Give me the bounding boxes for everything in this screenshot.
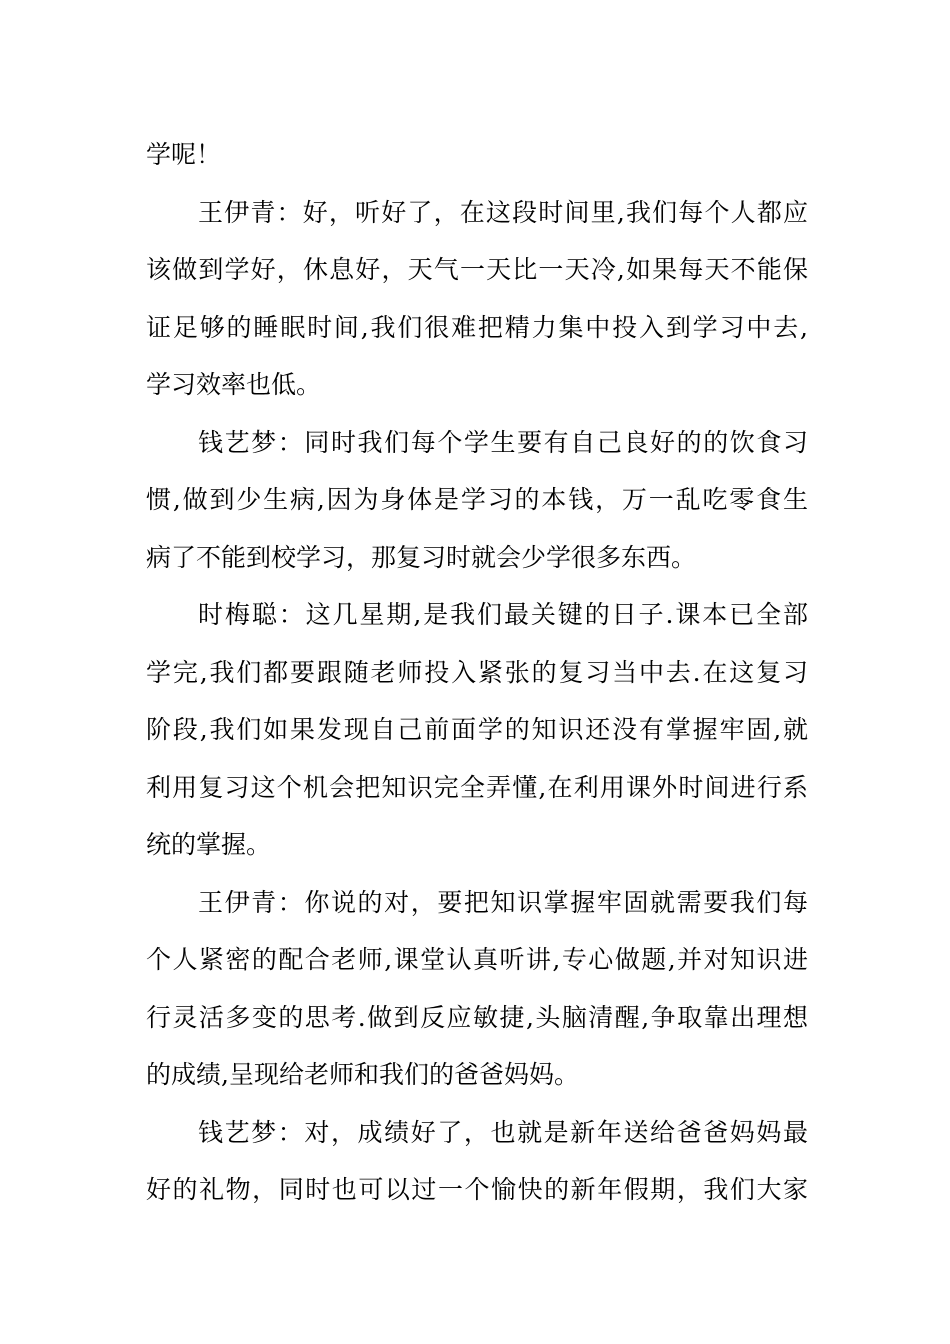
- text-line: 钱艺梦：对，成绩好了，也就是新年送给爸爸妈妈最: [198, 1117, 808, 1147]
- text-line: 该做到学好，休息好，天气一天比一天冷,如果每天不能保: [146, 255, 808, 284]
- text-line: 王伊青：你说的对，要把知识掌握牢固就需要我们每: [198, 887, 808, 917]
- paragraph-1: [146, 126, 808, 184]
- text-line: 证足够的睡眠时间,我们很难把精力集中投入到学习中去,: [146, 312, 808, 342]
- text-line: 学完,我们都要跟随老师投入紧张的复习当中去.在这复习: [146, 657, 808, 687]
- text-line: 利用复习这个机会把知识完全弄懂,在利用课外时间进行系: [146, 772, 808, 802]
- paragraph-4: [146, 586, 808, 874]
- text-line: 惯,做到少生病,因为身体是学习的本钱，万一乱吃零食生: [146, 485, 808, 514]
- text-line: 钱艺梦：同时我们每个学生要有自己良好的的饮食习: [198, 427, 808, 457]
- text-line: 个人紧密的配合老师,课堂认真听讲,专心做题,并对知识进: [146, 945, 808, 974]
- text-line: 学呢！: [146, 140, 222, 169]
- text-line: 病了不能到校学习，那复习时就会少学很多东西。: [146, 542, 697, 572]
- paragraph-3: [146, 414, 808, 587]
- text-line: 好的礼物，同时也可以过一个愉快的新年假期，我们大家: [146, 1175, 808, 1204]
- paragraph-6: [146, 1104, 808, 1219]
- text-line: 王伊青：好，听好了，在这段时间里,我们每个人都应: [198, 197, 808, 227]
- text-line: 时梅聪：这几星期,是我们最关键的日子.课本已全部: [198, 600, 808, 629]
- text-line: 行灵活多变的思考.做到反应敏捷,头脑清醒,争取靠出理想: [146, 1002, 808, 1032]
- text-line: 统的掌握。: [146, 830, 272, 859]
- text-line: 的成绩,呈现给老师和我们的爸爸妈妈。: [146, 1060, 579, 1089]
- document-body: [146, 126, 808, 1219]
- paragraph-5: [146, 874, 808, 1104]
- paragraph-2: [146, 184, 808, 414]
- text-line: 阶段,我们如果发现自己前面学的知识还没有掌握牢固,就: [146, 715, 808, 744]
- text-line: 学习效率也低。: [146, 370, 322, 399]
